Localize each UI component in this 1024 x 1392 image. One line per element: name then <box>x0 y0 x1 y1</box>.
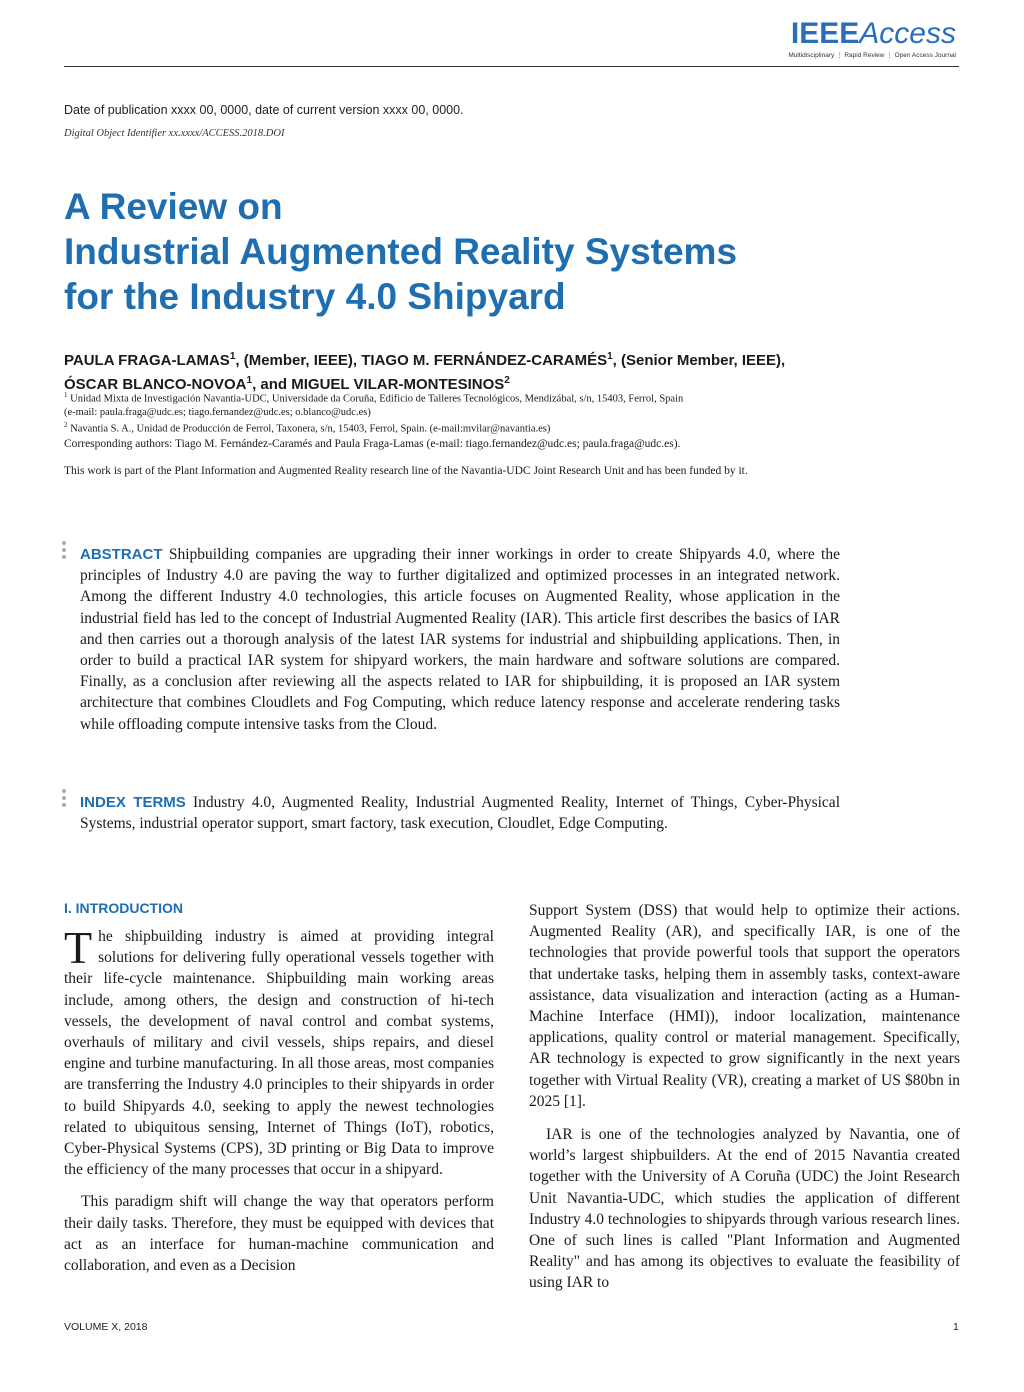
author-2-sup: 1 <box>607 351 613 362</box>
index-terms-label: INDEX TERMS <box>80 794 186 811</box>
logo-tagline: Multidisciplinary ⋮ Rapid Review ⋮ Open Access Journal <box>788 52 956 59</box>
affiliation-1-text: Unidad Mixta de Investigación Navantia-UDC, Universidade da Coruña, Edificio de Talleres Tecnológicos, Mendizábal, s/n, 15403, Ferrol, Spain <box>70 393 684 405</box>
affiliation-1-email: (e-mail: paula.fraga@udc.es; tiago.fernandez@udc.es; o.blanco@udc.es) <box>64 406 371 418</box>
affiliation-1-sup: 1 <box>64 391 68 399</box>
index-terms-text: Industry 4.0, Augmented Reality, Industrial Augmented Reality, Internet of Things, Cyber-Physical Systems, industrial operator support, smart factory, task execution, Cloudlet, Edge Computing. <box>80 794 840 833</box>
title-line-1: A Review on <box>64 186 283 227</box>
affiliation-2-sup: 2 <box>64 420 68 429</box>
affiliation-2-text: Navantia S. A., Unidad de Producción de Ferrol, Taxonera, s/n, 15403, Ferrol, Spain. (e-mail:mvilar@navantia.es) <box>70 423 551 434</box>
abstract-marker-icon <box>62 541 68 562</box>
abstract <box>80 544 840 735</box>
author-3-note: , and MIGUEL VILAR-MONTESINOS <box>252 376 505 393</box>
logo-wordmark <box>788 18 956 50</box>
section-heading: I. INTRODUCTION <box>64 900 183 916</box>
author-list <box>64 347 824 395</box>
author-1: PAULA FRAGA-LAMAS <box>64 352 230 369</box>
footer-volume: VOLUME X, 2018 <box>64 1321 148 1333</box>
column-left <box>64 900 494 1276</box>
logo-access: Access <box>859 17 956 50</box>
author-1-note: , (Member, IEEE), TIAGO M. FERNÁNDEZ-CARAMÉS <box>235 352 608 369</box>
header-rule <box>64 66 959 67</box>
abstract-label: ABSTRACT <box>80 546 163 563</box>
intro-paragraph-3: Support System (DSS) that would help to optimize their actions. Augmented Reality (AR), and specifically IAR, is one of the technologies that provide powerful tools that support the operators that undertake tasks, helping them in assembly tasks, context-aware assistance, data visualization and interaction (acting as a Human-Machine Interface (HMI)), indoor localization, maintenance applications, quality control or material management. Specifically, AR technology is expected to grow significantly in the next years together with Virtual Reality (VR), creating a market of US $80bn in 2025 [1]. <box>529 902 960 1110</box>
intro-paragraph-1 <box>64 922 494 1180</box>
author-1-sup: 1 <box>229 351 236 362</box>
drop-cap: T <box>64 922 93 973</box>
affiliation-2 <box>64 419 824 436</box>
intro-paragraph-2: This paradigm shift will change the way that operators perform their daily tasks. Therefore, they must be equipped with devices that act as an interface for human-machine communication and collaboration, and even as a Decision <box>64 1193 494 1275</box>
title-line-2: Industrial Augmented Reality Systems <box>64 231 738 272</box>
funding-note: This work is part of the Plant Information and Augmented Reality research line of the Navantia-UDC Joint Research Unit and has been funded by it. <box>64 465 748 477</box>
index-terms <box>80 792 840 834</box>
journal-logo <box>788 18 956 59</box>
title-line-3: for the Industry 4.0 Shipyard <box>64 276 566 317</box>
affiliations <box>64 389 824 435</box>
author-4-sup: 2 <box>504 375 510 386</box>
intro-paragraph-1-text: he shipbuilding industry is aimed at providing integral solutions for delivering fully operational vessels together with their life-cycle maintenance. Shipbuilding main working areas include, among others, the design and construction of hi-tech vessels, the development of naval control and combat systems, overhauls of military and civil vessels, ships repairs, and diesel engine and turbine manufacturing. In all those areas, most companies are transferring the Industry 4.0 principles to their shipyards in order to build Shipyards 4.0, seeking to apply the newest technologies related to ubiquitous sensing, Internet of Things (IoT), robotics, Cyber-Physical Systems (CPS), 3D printing or Big Data to improve the efficiency of the many processes that occur in a shipyard. <box>64 928 494 1179</box>
abstract-text: Shipbuilding companies are upgrading their inner workings in order to create Shipyards 4.0, where the principles of Industry 4.0 are paving the way to further digitalized and optimized processes in an integrated network. Among the different Industry 4.0 technologies, this article focuses on Augmented Reality, whose application in the industrial field has led to the concept of Industrial Augmented Reality (IAR). This article first describes the basics of IAR and then carries out a thorough analysis of the latest IAR systems for industrial and shipbuilding applications. Then, in order to build a practical IAR system for shipyard workers, the main hardware and software solutions are compared. Finally, as a conclusion after reviewing all the aspects related to IAR for shipbuilding, it is proposed an IAR system architecture that combines Cloudlets and Fog Computing, which reduce latency response and accelerate rendering tasks while offloading compute intensive tasks from the Cloud. <box>80 546 840 733</box>
author-3-sup: 1 <box>246 375 253 386</box>
column-right <box>529 900 960 1294</box>
author-2-note: , (Senior Member, IEEE), ÓSCAR BLANCO-NOVOA <box>64 352 786 393</box>
index-terms-marker-icon <box>62 789 68 810</box>
footer-page-number: 1 <box>953 1321 959 1333</box>
doi: Digital Object Identifier xx.xxxx/ACCESS.2018.DOI <box>64 128 285 139</box>
corresponding-authors: Corresponding authors: Tiago M. Fernández-Caramés and Paula Fraga-Lamas (e-mail: tiago.fernandez@udc.es; paula.fraga@udc.es). <box>64 438 681 450</box>
publication-date: Date of publication xxxx 00, 0000, date of current version xxxx 00, 0000. <box>64 103 464 117</box>
affiliation-1 <box>64 389 824 406</box>
intro-paragraph-4: IAR is one of the technologies analyzed by Navantia, one of world’s largest shipbuilders. At the end of 2015 Navantia created together with the University of A Coruña (UDC) the Joint Research Unit Navantia-UDC, which studies the application of different Industry 4.0 technologies to shipyards through various research lines. One of such lines is called "Plant Information and Augmented Reality" and has among its objectives to evaluate the feasibility of using IAR to <box>529 1126 960 1292</box>
logo-ieee: IEEE <box>790 17 860 50</box>
paper-title <box>64 184 964 319</box>
